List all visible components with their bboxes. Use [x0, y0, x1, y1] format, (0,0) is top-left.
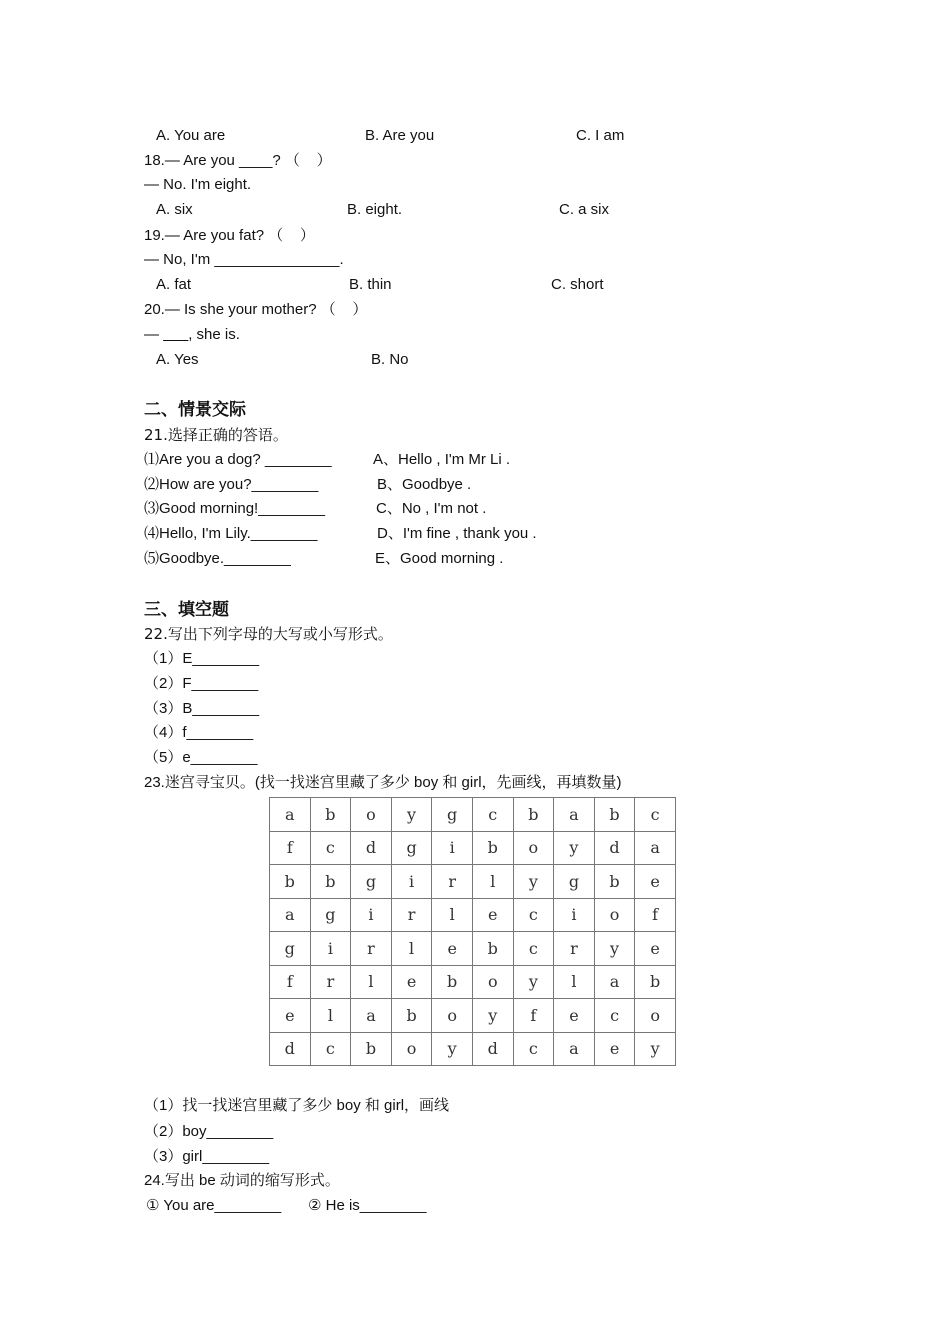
maze-cell: e [432, 932, 473, 966]
q20-reply-blank: ___ [163, 326, 189, 343]
q24-item-1: ① You are________ [146, 1197, 282, 1214]
maze-cell: b [270, 865, 311, 899]
section-3-title: 三、填空题 [144, 600, 229, 620]
q19-option-c: C. short [551, 276, 604, 293]
maze-cell: d [472, 1032, 513, 1066]
q18-reply: — No. I'm eight. [144, 176, 252, 193]
q21-right-e: E、Good morning . [375, 550, 504, 567]
maze-cell: c [635, 798, 676, 832]
maze-cell: l [432, 898, 473, 932]
q24-item-2: ② He is________ [308, 1197, 427, 1214]
maze-cell: a [554, 798, 595, 832]
maze-cell: y [391, 798, 432, 832]
maze-row [270, 965, 676, 999]
maze-cell: b [594, 865, 635, 899]
maze-cell: b [472, 831, 513, 865]
maze-cell: b [310, 865, 351, 899]
maze-cell: c [594, 999, 635, 1033]
q20-stem: 20.— Is she your mother? （ ） [144, 301, 368, 318]
maze-cell: d [351, 831, 392, 865]
maze-cell: l [554, 965, 595, 999]
maze-cell: e [594, 1032, 635, 1066]
maze-cell: e [635, 865, 676, 899]
q24-stem: 24.写出 be 动词的缩写形式。 [144, 1172, 340, 1189]
q18-stem: 18.— Are you ____? （ ） [144, 152, 332, 169]
q20-option-b: B. No [371, 351, 409, 368]
maze-cell: e [635, 932, 676, 966]
maze-cell: e [472, 898, 513, 932]
q19-option-b: B. thin [349, 276, 392, 293]
maze-cell: c [310, 1032, 351, 1066]
q19-stem: 19.— Are you fat? （ ） [144, 227, 315, 244]
maze-cell: g [270, 932, 311, 966]
maze-cell: a [270, 898, 311, 932]
q21-left-4: ⑷Hello, I'm Lily.________ [144, 525, 318, 542]
maze-grid [269, 797, 676, 1066]
maze-cell: l [472, 865, 513, 899]
maze-cell: o [594, 898, 635, 932]
maze-row [270, 865, 676, 899]
maze-row [270, 932, 676, 966]
q17-option-c: C. I am [576, 127, 625, 144]
maze-cell: b [351, 1032, 392, 1066]
maze-cell: e [270, 999, 311, 1033]
q23-item-3: （3）girl________ [144, 1148, 270, 1165]
maze-cell: l [391, 932, 432, 966]
section-2-title: 二、情景交际 [144, 400, 246, 420]
maze-cell: i [432, 831, 473, 865]
maze-cell: f [270, 831, 311, 865]
maze-row [270, 1032, 676, 1066]
q18-option-a: A. six [156, 201, 193, 218]
q22-item-1: （1）E________ [144, 650, 260, 667]
maze-cell: c [513, 932, 554, 966]
q23-stem: 23.迷宫寻宝贝。(找一找迷宫里藏了多少 boy 和 girl，先画线，再填数量) [144, 774, 622, 791]
q23-item-1: （1）找一找迷宫里藏了多少 boy 和 girl，画线 [144, 1097, 450, 1114]
maze-cell: e [554, 999, 595, 1033]
maze-cell: i [554, 898, 595, 932]
maze-cell: b [594, 798, 635, 832]
maze-cell: c [513, 898, 554, 932]
maze-cell: d [594, 831, 635, 865]
maze-cell: g [432, 798, 473, 832]
q22-stem: 22.写出下列字母的大写或小写形式。 [144, 625, 393, 643]
maze-row [270, 898, 676, 932]
maze-cell: y [635, 1032, 676, 1066]
maze-cell: b [513, 798, 554, 832]
maze-cell: i [391, 865, 432, 899]
q21-right-a: A、Hello , I'm Mr Li . [373, 451, 511, 468]
maze-cell: b [391, 999, 432, 1033]
q18-option-b: B. eight. [347, 201, 403, 218]
maze-cell: r [554, 932, 595, 966]
maze-cell: o [513, 831, 554, 865]
maze-cell: o [472, 965, 513, 999]
maze-row [270, 798, 676, 832]
maze-cell: y [554, 831, 595, 865]
maze-cell: d [270, 1032, 311, 1066]
maze-cell: g [391, 831, 432, 865]
maze-cell: o [351, 798, 392, 832]
q21-left-5: ⑸Goodbye.________ [144, 550, 291, 567]
q20-reply-suffix: , she is. [188, 326, 240, 343]
q17-option-b: B. Are you [365, 127, 435, 144]
maze-cell: l [310, 999, 351, 1033]
maze-row [270, 831, 676, 865]
q21-left-3: ⑶Good morning!________ [144, 500, 325, 517]
q22-item-5: （5）e________ [144, 749, 258, 766]
maze-cell: l [351, 965, 392, 999]
q18-option-c: C. a six [559, 201, 610, 218]
q19-option-a: A. fat [156, 276, 192, 293]
q22-item-4: （4）f________ [144, 724, 254, 741]
maze-cell: r [432, 865, 473, 899]
maze-cell: y [432, 1032, 473, 1066]
maze-cell: o [432, 999, 473, 1033]
maze-cell: y [594, 932, 635, 966]
maze-cell: r [391, 898, 432, 932]
maze-cell: f [513, 999, 554, 1033]
q21-right-d: D、I'm fine , thank you . [377, 525, 537, 542]
q21-right-b: B、Goodbye . [377, 476, 472, 493]
maze-cell: y [472, 999, 513, 1033]
q21-left-1: ⑴Are you a dog? ________ [144, 451, 332, 468]
q20-option-a: A. Yes [156, 351, 199, 368]
maze-cell: f [270, 965, 311, 999]
q20-reply [144, 326, 240, 344]
maze-cell: a [554, 1032, 595, 1066]
q20-reply-prefix: — [144, 326, 164, 343]
maze-cell: e [391, 965, 432, 999]
maze-cell: r [310, 965, 351, 999]
maze-cell: c [310, 831, 351, 865]
q17-option-a: A. You are [156, 127, 226, 144]
maze-cell: y [513, 965, 554, 999]
maze-cell: b [310, 798, 351, 832]
maze-cell: c [472, 798, 513, 832]
maze-cell: g [554, 865, 595, 899]
q19-reply: — No, I'm _______________. [144, 251, 344, 268]
maze-cell: g [351, 865, 392, 899]
maze-cell: a [351, 999, 392, 1033]
q21-right-c: C、No , I'm not . [376, 500, 487, 517]
q23-item-2: （2）boy________ [144, 1123, 274, 1140]
maze-row [270, 999, 676, 1033]
maze-cell: y [513, 865, 554, 899]
maze-cell: c [513, 1032, 554, 1066]
maze-cell: o [635, 999, 676, 1033]
maze-cell: a [270, 798, 311, 832]
maze-cell: a [635, 831, 676, 865]
maze-cell: a [594, 965, 635, 999]
maze-cell: r [351, 932, 392, 966]
q22-item-2: （2）F________ [144, 675, 259, 692]
maze-cell: b [472, 932, 513, 966]
maze-cell: i [351, 898, 392, 932]
maze-cell: f [635, 898, 676, 932]
maze-cell: g [310, 898, 351, 932]
maze-cell: o [391, 1032, 432, 1066]
q22-item-3: （3）B________ [144, 700, 260, 717]
maze-cell: b [432, 965, 473, 999]
maze-cell: i [310, 932, 351, 966]
maze-cell: b [635, 965, 676, 999]
q21-left-2: ⑵How are you?________ [144, 476, 319, 493]
q21-stem: 21.选择正确的答语。 [144, 426, 288, 444]
